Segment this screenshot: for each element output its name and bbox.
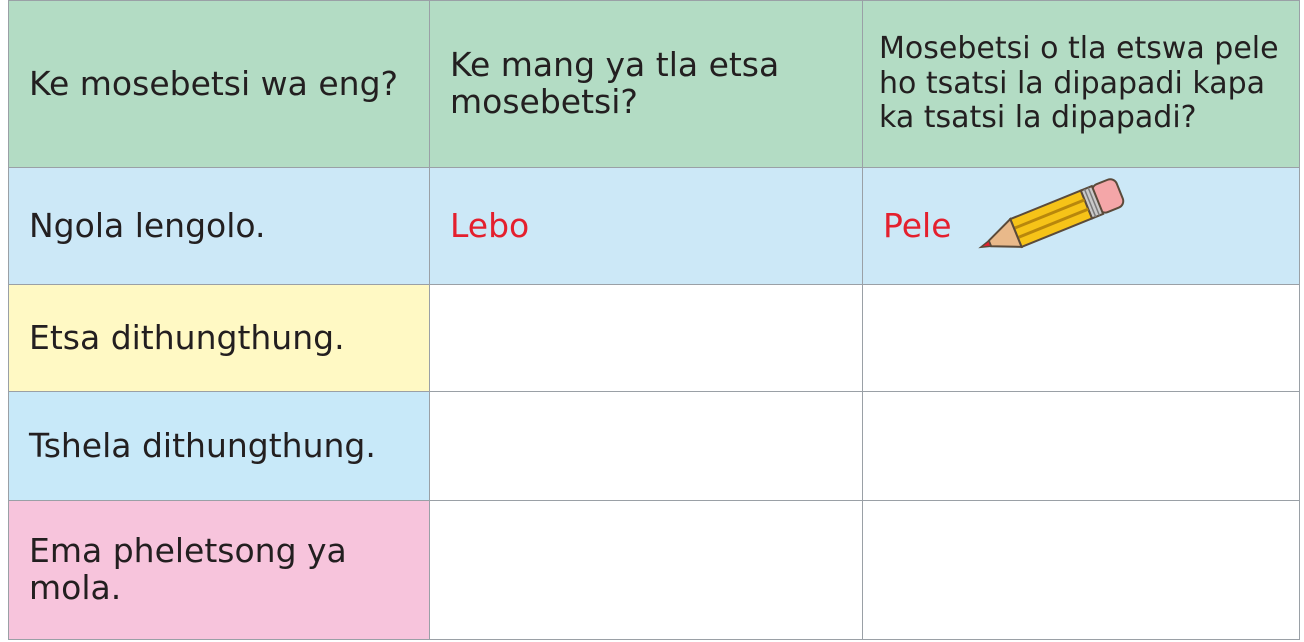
when-cell[interactable] (863, 501, 1300, 640)
table-row (9, 392, 1300, 501)
table-row (9, 285, 1300, 392)
when-answer: Pele (883, 205, 952, 245)
pencil-icon (973, 176, 1133, 268)
task-cell: Etsa dithungthung. (9, 285, 430, 392)
who-cell: Lebo (430, 168, 863, 285)
table-row (9, 501, 1300, 640)
header-task: Ke mosebetsi wa eng? (9, 1, 430, 168)
header-who: Ke mang ya tla etsa mosebetsi? (430, 1, 863, 168)
chores-table (8, 0, 1300, 640)
when-cell[interactable] (863, 392, 1300, 501)
header-when: Mosebetsi o tla etswa pele ho tsatsi la dipapadi kapa ka tsatsi la dipapadi? (863, 1, 1300, 168)
who-cell[interactable] (430, 392, 863, 501)
who-cell[interactable] (430, 501, 863, 640)
task-cell: Tshela dithungthung. (9, 392, 430, 501)
task-cell: Ngola lengolo. (9, 168, 430, 285)
table-header-row (9, 1, 1300, 168)
task-cell: Ema pheletsong ya mola. (9, 501, 430, 640)
table-row (9, 168, 1300, 285)
who-cell[interactable] (430, 285, 863, 392)
when-cell (863, 168, 1300, 285)
when-cell[interactable] (863, 285, 1300, 392)
